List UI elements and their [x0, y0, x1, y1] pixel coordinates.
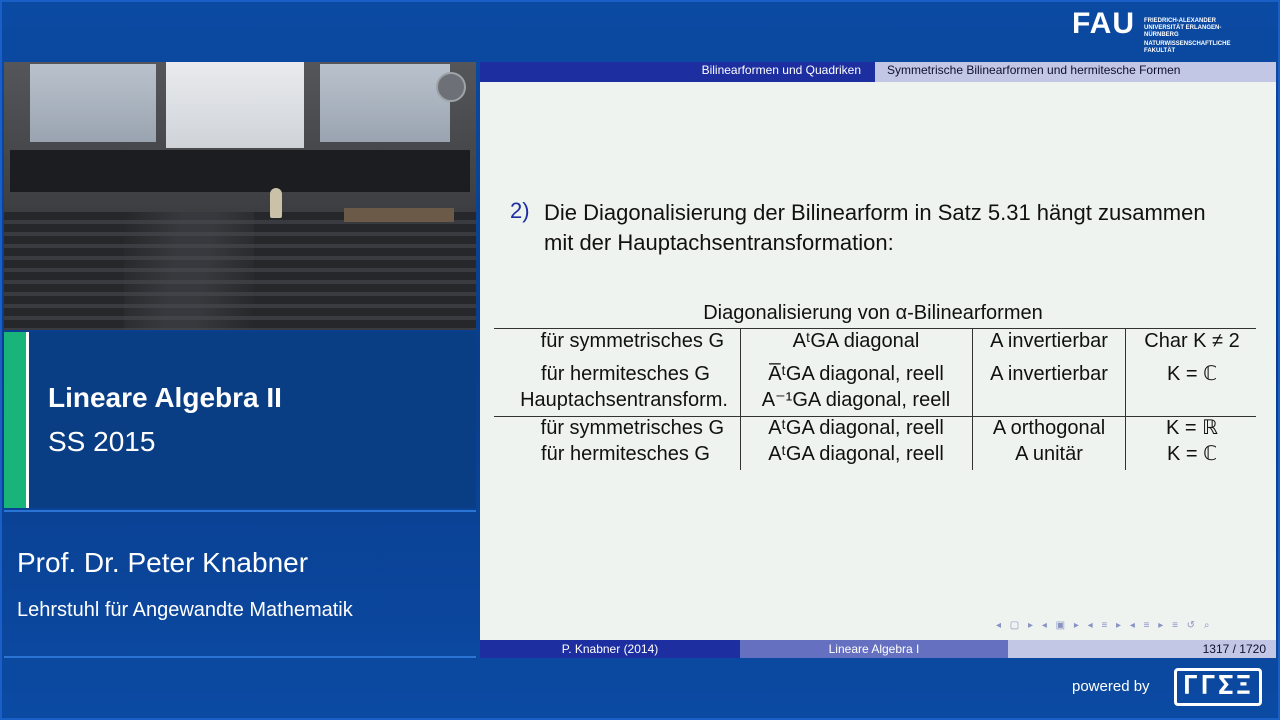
- table-cell: A orthogonal: [992, 417, 1106, 439]
- blackboard: [10, 150, 470, 192]
- table-cell: für symmetrisches G: [540, 330, 724, 352]
- table-cell: AᵗGA diagonal: [792, 330, 920, 352]
- fau-logo-faculty: NATURWISSENSCHAFTLICHE FAKULTÄT: [1144, 41, 1231, 54]
- table-cell: K = ℝ: [1166, 417, 1218, 439]
- lecturer-name: Prof. Dr. Peter Knabner: [17, 547, 309, 578]
- lecturer-chair: Lehrstuhl für Angewandte Mathematik: [17, 599, 353, 621]
- table-cell: AᵗGA diagonal, reell: [768, 417, 944, 439]
- accent-stripe-white: [26, 332, 29, 508]
- aisle: [124, 212, 254, 330]
- fau-logo-mark: FAU: [1072, 7, 1135, 40]
- enumeration-text-line-2: mit der Hauptachsentransformation:: [544, 230, 894, 255]
- table-cell: für symmetrisches G: [540, 417, 724, 439]
- beamer-navigation-icons[interactable]: ◂ ▢ ▸ ◂ ▣ ▸ ◂ ≡ ▸ ◂ ≡ ▸ ≡ ↺ ⌕: [996, 620, 1213, 631]
- slide-footer-title: Lineare Algebra I: [740, 640, 1008, 658]
- table-vline-2: [972, 328, 973, 470]
- course-title-block: [4, 332, 476, 508]
- university-seal-icon: [436, 72, 466, 102]
- slide-footer-page: 1317 / 1720: [1202, 642, 1266, 656]
- slide-nav-section[interactable]: Bilinearformen und Quadriken: [480, 62, 875, 82]
- table-cell: AᵗGA diagonal, reell: [768, 443, 944, 465]
- slide-footer-author: P. Knabner (2014): [480, 640, 740, 658]
- slide-footer: [480, 640, 1276, 658]
- table-cell: Hauptachsentransform.: [520, 389, 728, 411]
- slide-navigation-bar: [480, 62, 1276, 82]
- table-cell: für hermitesches G: [541, 363, 710, 385]
- enumeration-text: [544, 198, 1264, 258]
- table-cell: A⁻¹GA diagonal, reell: [761, 389, 951, 411]
- slide-nav-subsection[interactable]: Symmetrische Bilinearformen und hermitesche Formen: [875, 62, 1276, 82]
- table-cell: für hermitesches G: [541, 443, 710, 465]
- course-semester: SS 2015: [48, 426, 156, 457]
- table-cell: A invertierbar: [990, 363, 1108, 385]
- projection-screen-right: [320, 64, 450, 142]
- projection-screen-center: [166, 62, 304, 148]
- lecture-desk: [344, 208, 454, 222]
- table-cell: K = ℂ: [1166, 443, 1218, 465]
- table-cell: A unitär: [1015, 443, 1083, 465]
- table-vline-3: [1125, 328, 1126, 470]
- top-bar: [0, 0, 1280, 60]
- table-caption: Diagonalisierung von α-Bilinearformen: [703, 302, 1043, 324]
- divider: [4, 510, 476, 512]
- table-vline-1: [740, 328, 741, 470]
- projection-screen-left: [30, 64, 156, 142]
- table-cell: Char K ≠ 2: [1144, 330, 1240, 352]
- divider-bottom: [4, 656, 476, 658]
- table-cell: K = ℂ: [1166, 363, 1218, 385]
- rrze-logo: ΓΓƩΞ: [1174, 668, 1262, 706]
- powered-by-label: powered by: [1072, 678, 1150, 695]
- table-cell: A̅ᵗGA diagonal, reell: [768, 363, 944, 385]
- enumeration-text-line-1: Die Diagonalisierung der Bilinearform in Satz 5.31 hängt zusammen: [544, 200, 1206, 225]
- lecture-hall-video[interactable]: [4, 62, 476, 330]
- table-cell: A invertierbar: [990, 330, 1108, 352]
- lecturer-figure: [270, 188, 282, 218]
- course-title: Lineare Algebra II: [48, 382, 282, 413]
- enumeration-number: 2): [510, 198, 530, 223]
- fau-logo-university: FRIEDRICH-ALEXANDER UNIVERSITÄT ERLANGEN-NÜRNBERG: [1144, 18, 1222, 38]
- fau-logo: [1072, 8, 1252, 54]
- lecture-slide: [480, 62, 1276, 658]
- accent-stripe: [4, 332, 26, 508]
